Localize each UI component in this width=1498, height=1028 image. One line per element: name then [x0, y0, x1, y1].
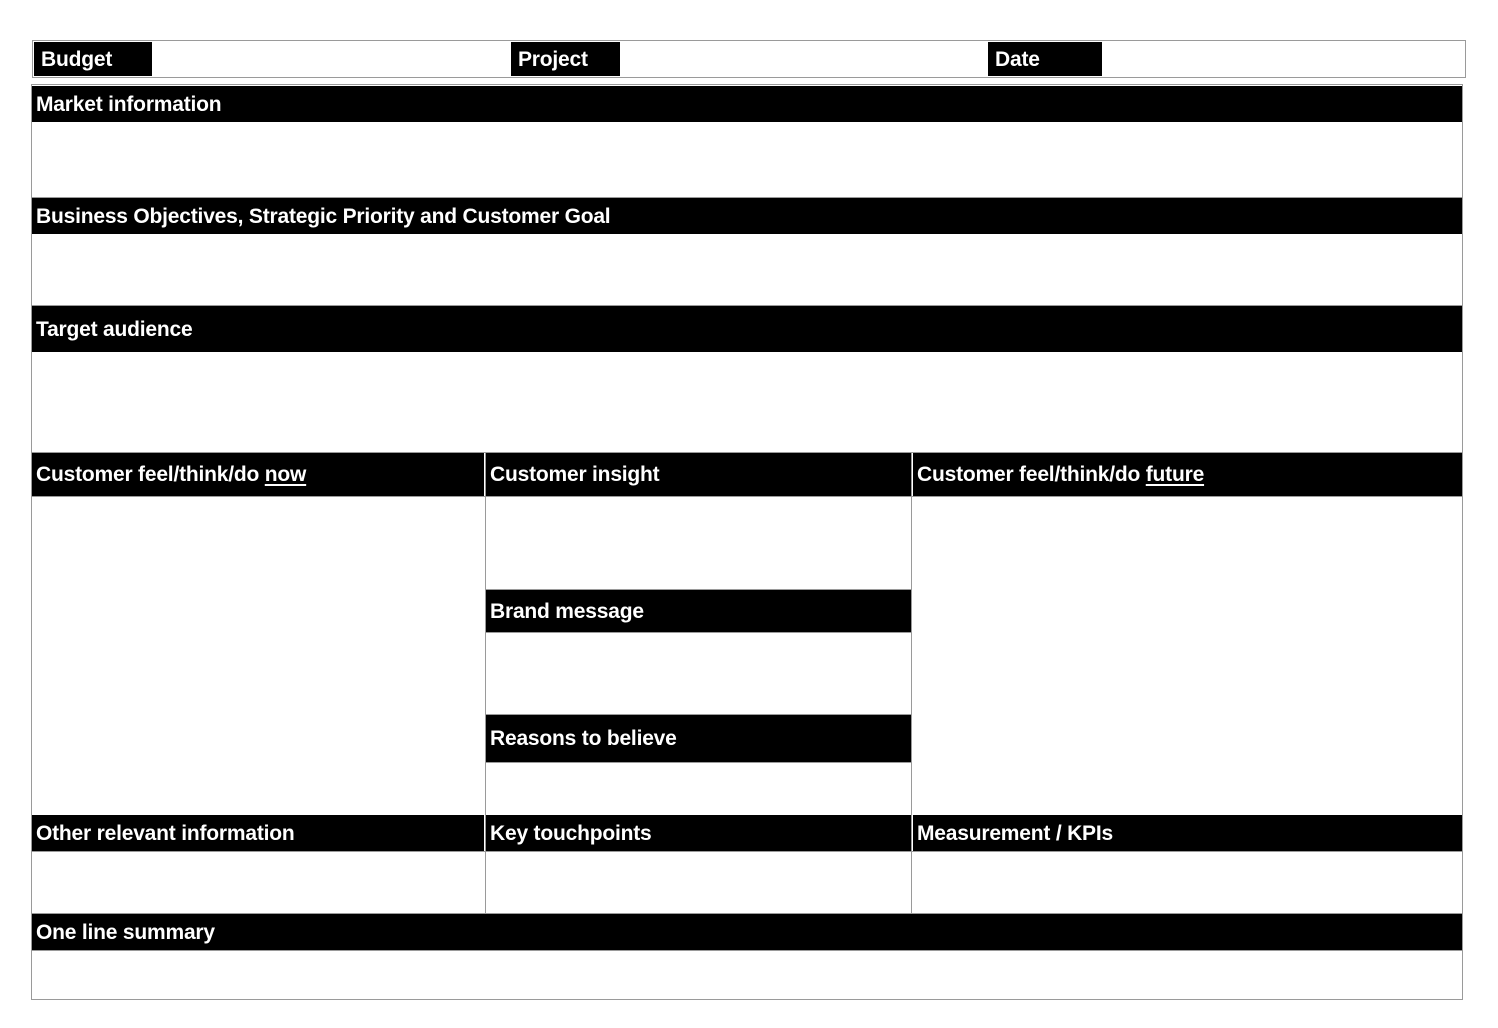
budget-field[interactable] [154, 42, 509, 76]
customer-now-underlined: now [264, 463, 307, 486]
customer-future-header [913, 453, 1462, 496]
one-line-summary-header: One line summary [32, 914, 1462, 950]
other-relevant-information-field[interactable] [33, 853, 483, 912]
market-information-header: Market information [32, 86, 1462, 122]
one-line-summary-field[interactable] [33, 952, 1461, 998]
column-divider [911, 453, 912, 913]
customer-now-label: Customer feel/think/do [36, 463, 265, 486]
customer-future-underlined: future [1145, 463, 1205, 486]
project-field[interactable] [622, 42, 986, 76]
divider [32, 851, 1462, 852]
market-information-field[interactable] [33, 123, 1461, 196]
key-touchpoints-field[interactable] [487, 853, 910, 912]
reasons-to-believe-field[interactable] [487, 764, 910, 813]
customer-now-header [32, 453, 484, 496]
divider [32, 496, 1462, 497]
divider [486, 762, 911, 763]
divider [32, 950, 1462, 951]
budget-label: Budget [34, 42, 152, 76]
project-label: Project [511, 42, 620, 76]
date-label: Date [988, 42, 1102, 76]
reasons-to-believe-header: Reasons to believe [486, 715, 911, 762]
customer-insight-field[interactable] [487, 498, 910, 588]
other-relevant-information-header: Other relevant information [32, 815, 484, 851]
date-field[interactable] [1104, 42, 1464, 76]
business-objectives-field[interactable] [33, 235, 1461, 304]
measurement-kpis-field[interactable] [913, 853, 1461, 912]
brand-message-field[interactable] [487, 634, 910, 714]
measurement-kpis-header: Measurement / KPIs [913, 815, 1462, 851]
target-audience-header: Target audience [32, 306, 1462, 352]
customer-now-field[interactable] [33, 498, 483, 813]
customer-insight-header: Customer insight [486, 453, 911, 496]
customer-future-label: Customer feel/think/do [917, 463, 1146, 486]
brand-message-header: Brand message [486, 590, 911, 632]
key-touchpoints-header: Key touchpoints [486, 815, 911, 851]
target-audience-field[interactable] [33, 353, 1461, 451]
divider [486, 632, 911, 633]
customer-future-field[interactable] [913, 498, 1461, 813]
business-objectives-header: Business Objectives, Strategic Priority and Customer Goal [32, 198, 1462, 234]
